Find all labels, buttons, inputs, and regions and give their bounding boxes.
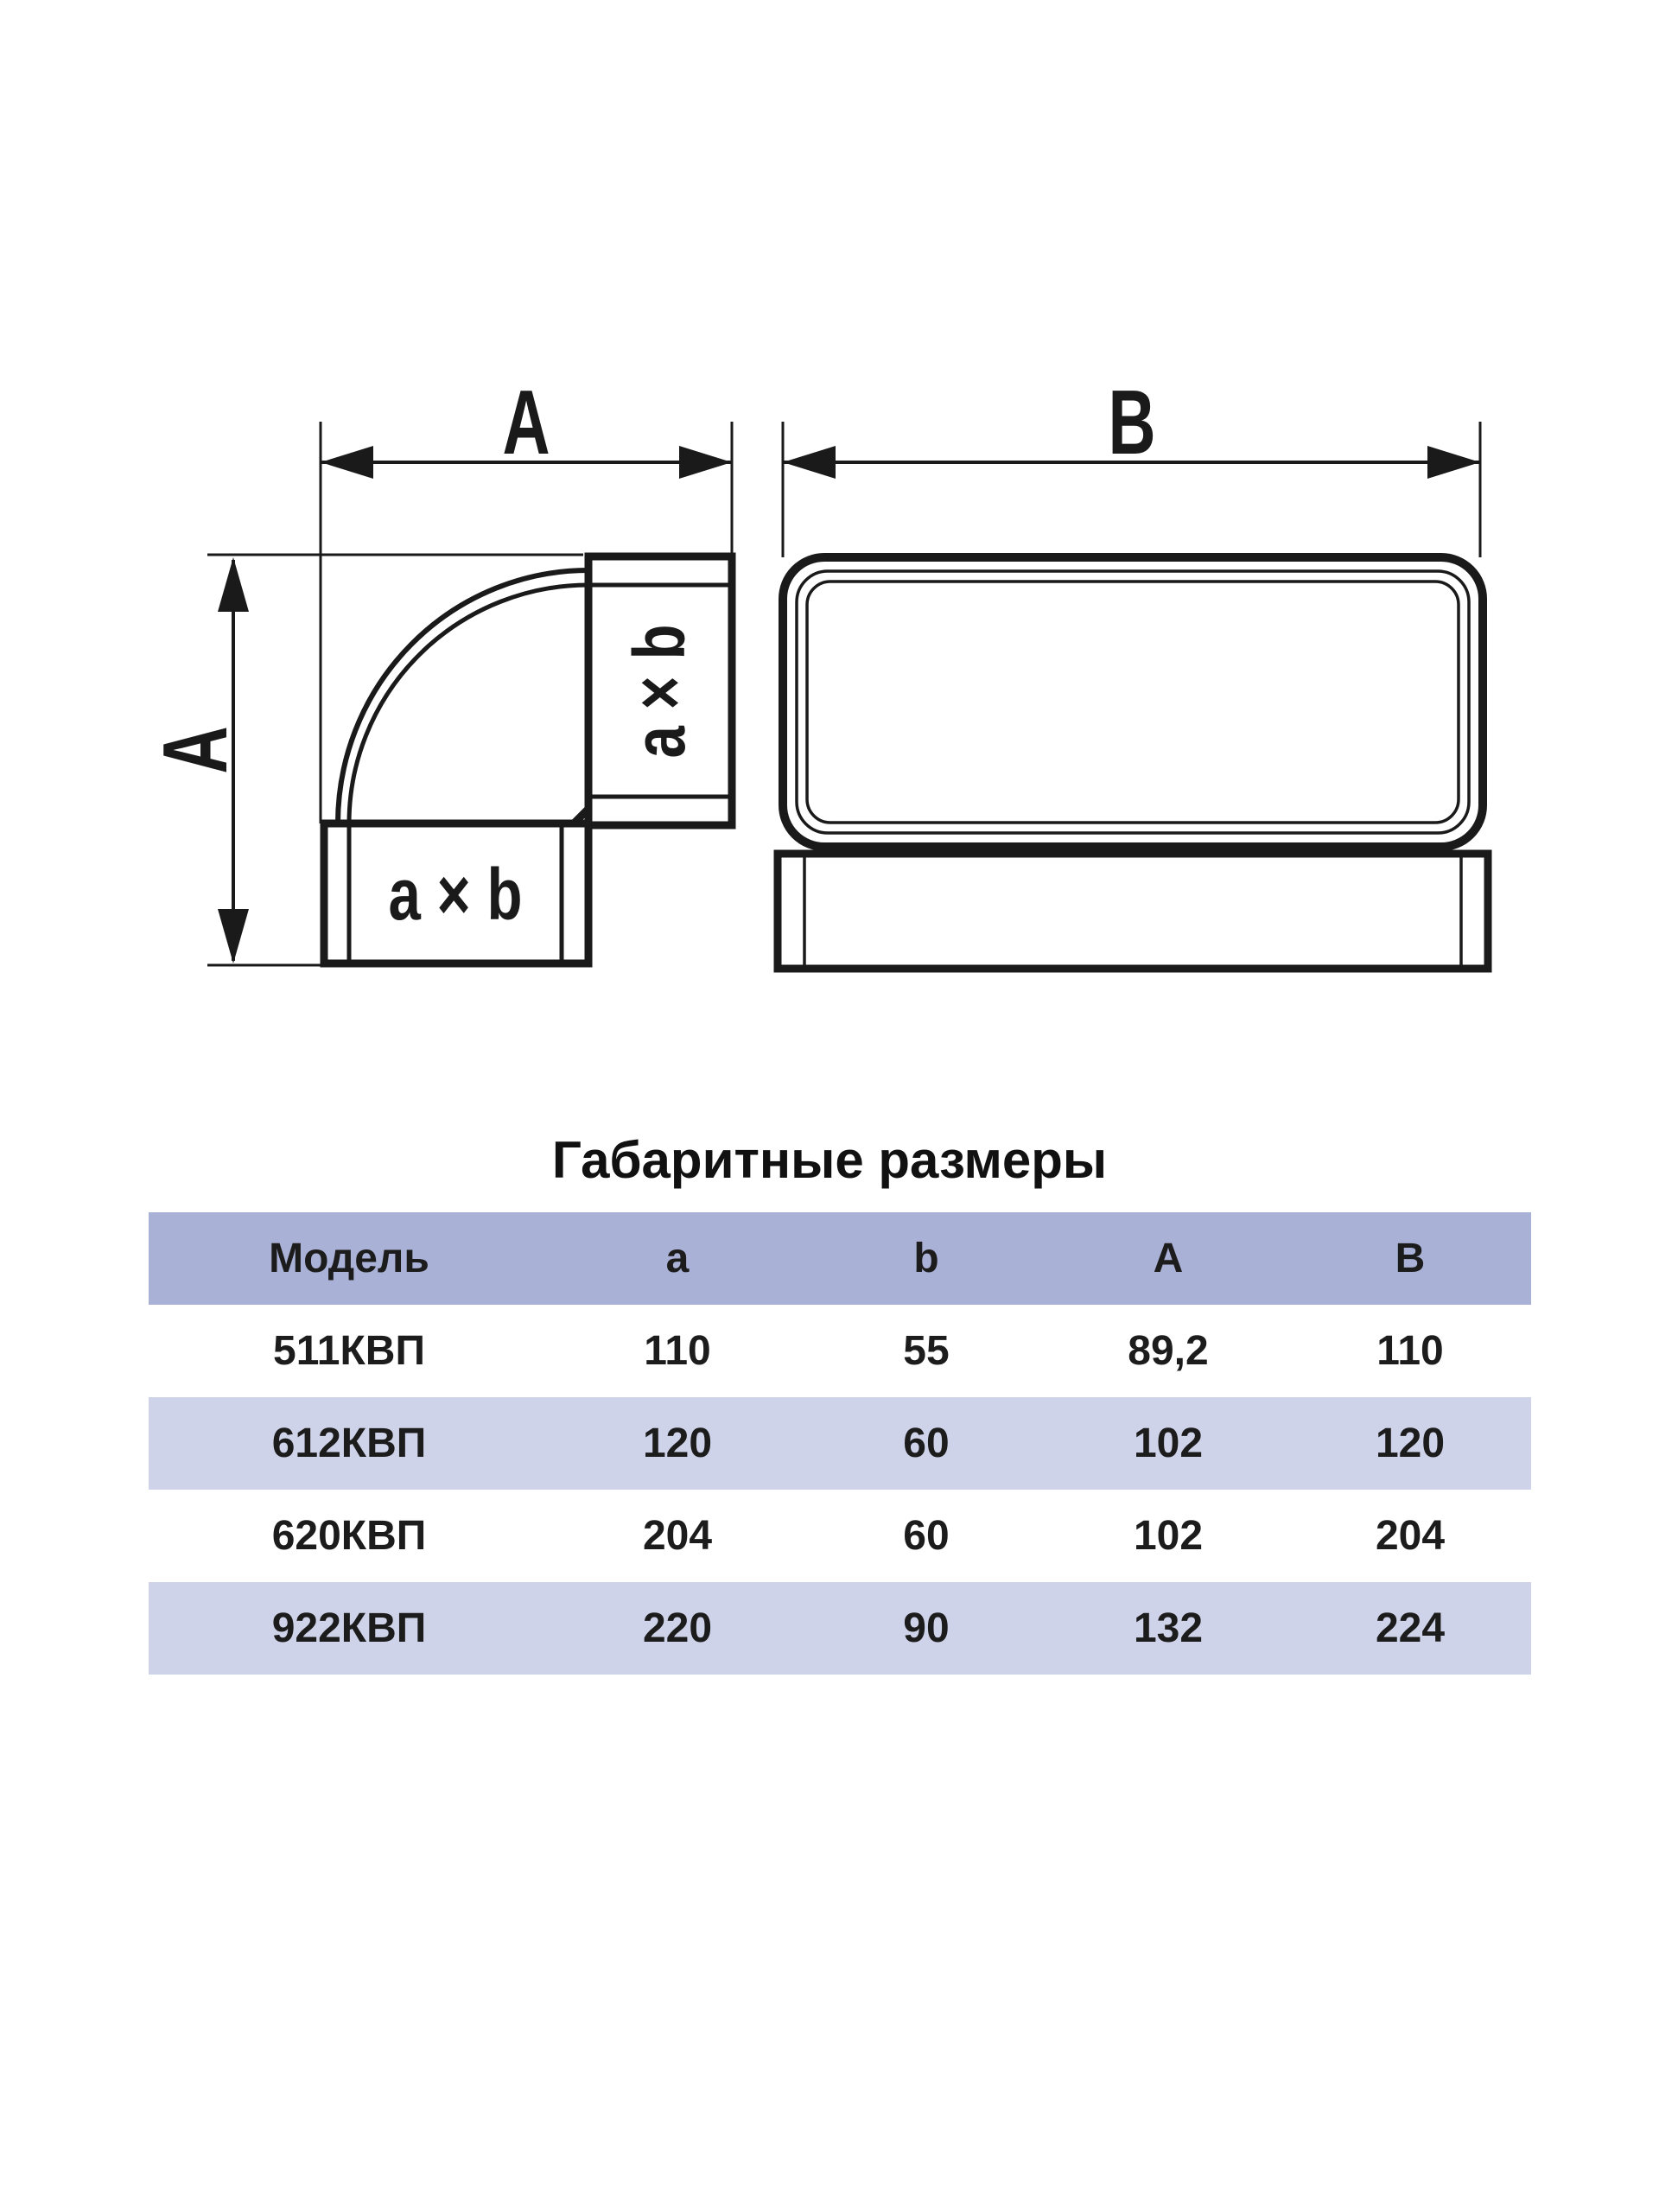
table-row — [149, 1490, 1531, 1582]
column-header-B: B — [1395, 1235, 1426, 1281]
duct-section-label-horizontal: a × b — [388, 854, 523, 936]
value-b: 90 — [903, 1605, 950, 1651]
dimension-drawings — [0, 0, 1659, 1080]
connector-top-view — [778, 371, 1488, 969]
model-name: 511КВП — [273, 1327, 425, 1374]
model-name: 620КВП — [271, 1512, 427, 1559]
dimension-label-b: B — [1108, 370, 1156, 474]
value-b: 55 — [903, 1327, 950, 1374]
column-header-a: a — [665, 1235, 690, 1281]
table-header-row — [149, 1212, 1531, 1305]
elbow-outline — [324, 556, 732, 963]
value-a: 120 — [642, 1420, 713, 1466]
table-row — [149, 1397, 1531, 1490]
dimension-label-a-vertical: A — [143, 726, 246, 774]
column-header-b: b — [913, 1235, 939, 1281]
dimension-label-a-horizontal: A — [502, 370, 550, 474]
value-b: 60 — [903, 1420, 950, 1466]
arrowhead-right-icon — [1427, 446, 1480, 479]
arrowhead-down-icon — [218, 909, 249, 963]
value-a: 110 — [644, 1327, 711, 1374]
model-name: 922КВП — [271, 1605, 427, 1651]
value-B: 110 — [1376, 1327, 1444, 1374]
column-header-A: A — [1153, 1235, 1184, 1281]
value-A: 89,2 — [1128, 1327, 1209, 1374]
value-A: 132 — [1133, 1605, 1204, 1651]
value-A: 102 — [1133, 1512, 1204, 1559]
elbow-side-view — [143, 371, 732, 965]
value-a: 204 — [642, 1512, 713, 1559]
value-B: 224 — [1375, 1605, 1446, 1651]
arrowhead-left-icon — [783, 446, 836, 479]
value-A: 102 — [1133, 1420, 1204, 1466]
column-header-model: Модель — [269, 1235, 429, 1281]
duct-body-outline — [783, 557, 1483, 847]
bend-outer-curve — [338, 570, 588, 823]
value-b: 60 — [903, 1512, 950, 1559]
value-B: 120 — [1375, 1420, 1446, 1466]
arrowhead-up-icon — [218, 557, 249, 612]
model-name: 612КВП — [271, 1420, 427, 1466]
value-B: 204 — [1375, 1512, 1446, 1559]
table-row — [149, 1305, 1531, 1397]
dimension-b — [783, 371, 1480, 557]
arrowhead-left-icon — [321, 446, 373, 479]
dimensions-table — [149, 1212, 1531, 1675]
section-title: Габаритные размеры — [551, 1131, 1108, 1189]
bend-inner-curve — [349, 585, 588, 823]
socket-flange-outline — [778, 854, 1488, 969]
value-a: 220 — [642, 1605, 713, 1651]
duct-section-label-vertical: a × b — [619, 624, 701, 759]
table-row — [149, 1582, 1531, 1675]
arrowhead-right-icon — [679, 446, 732, 479]
